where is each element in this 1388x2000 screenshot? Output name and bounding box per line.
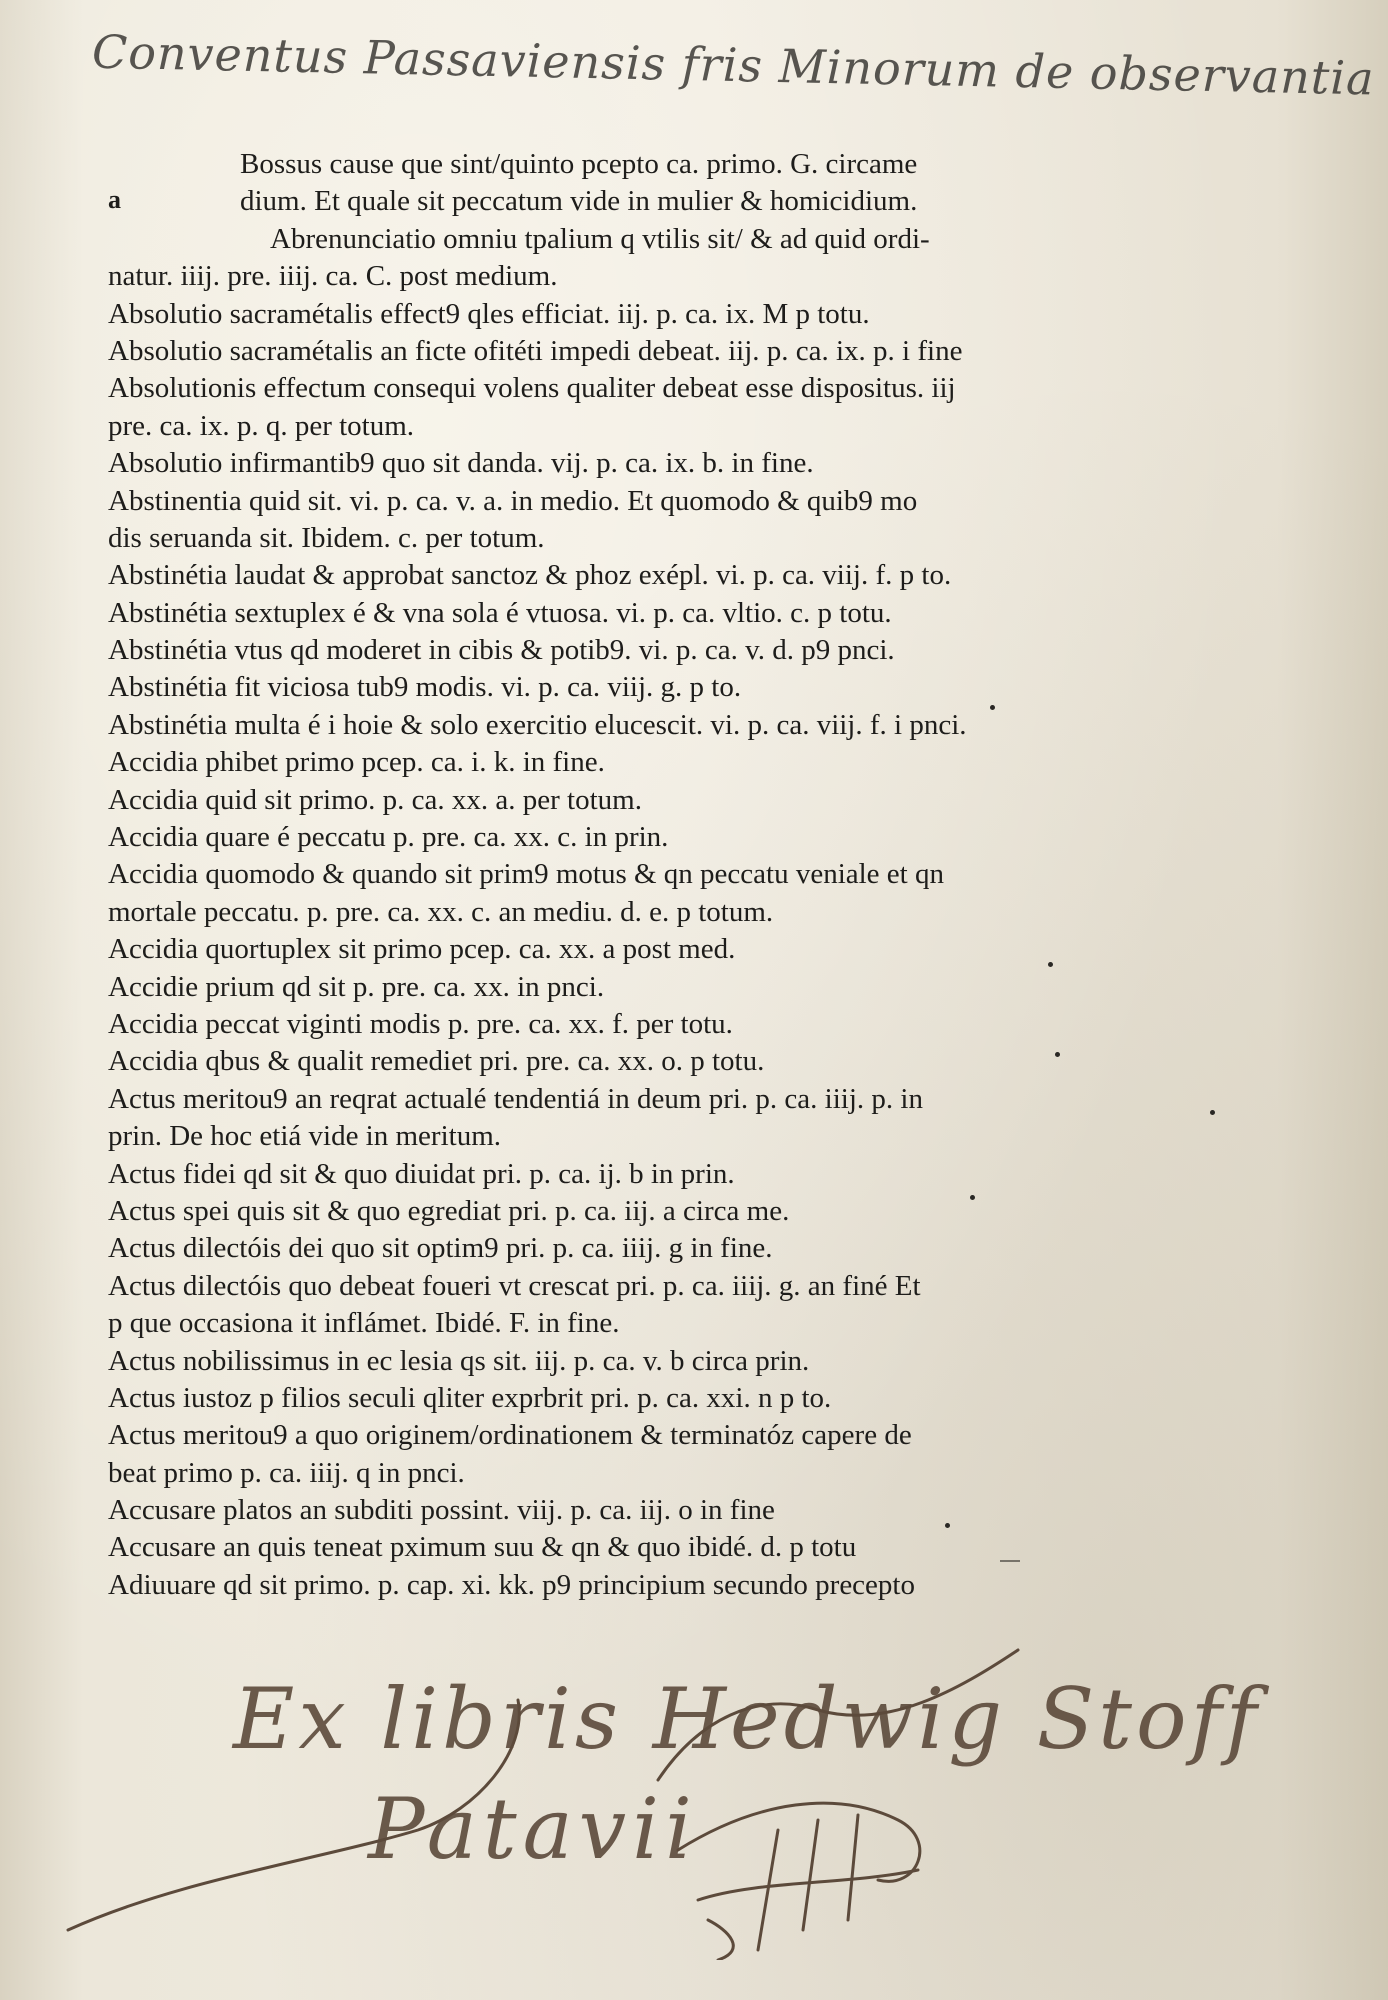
- ink-dash-mark: [1000, 1560, 1020, 1562]
- ownership-line-2: Patavii: [368, 1780, 698, 1878]
- text-line: Accidia qbus & qualit remediet pri. pre. ca. xx. o. p totu.: [108, 1045, 765, 1078]
- ownership-line-1: Ex libris Hedwig Stoff: [233, 1670, 1261, 1768]
- text-line: Abstinétia sextuplex é & vna sola é vtuosa. vi. p. ca. vltio. c. p totu.: [108, 596, 892, 629]
- text-line: Bossus cause que sint/quinto pcepto ca. primo. G. circame: [240, 148, 918, 180]
- inscription-text: Conventus Passaviensis fris Minorum de observantia: [91, 24, 1376, 106]
- text-line: Accidia quid sit primo. p. ca. xx. a. per totum.: [108, 783, 642, 816]
- index-text-block: [108, 146, 1128, 1604]
- text-line: prin. De hoc etiá vide in meritum.: [108, 1120, 502, 1153]
- text-line: Abstinétia laudat & approbat sanctoz & phoz exépl. vi. p. ca. viij. f. p to.: [108, 559, 952, 592]
- text-line: Absolutio infirmantib9 quo sit danda. vij. p. ca. ix. b. in fine.: [108, 447, 814, 480]
- text-line: Accidia peccat viginti modis p. pre. ca. xx. f. per totu.: [108, 1007, 733, 1040]
- text-line: Accidia phibet primo pcep. ca. i. k. in fine.: [108, 746, 605, 779]
- text-line: Accusare an quis teneat pximum suu & qn & quo ibidé. d. p totu: [108, 1531, 857, 1564]
- text-line: Accidia quomodo & quando sit prim9 motus & qn peccatu veniale et qn: [108, 858, 944, 891]
- text-line: mortale peccatu. p. pre. ca. xx. c. an mediu. d. e. p totum.: [108, 895, 774, 928]
- text-line: Actus fidei qd sit & quo diuidat pri. p. ca. ij. b in prin.: [108, 1157, 735, 1190]
- text-line: Actus dilectóis dei quo sit optim9 pri. p. ca. iiij. g in fine.: [108, 1232, 773, 1265]
- text-line: Accidia quortuplex sit primo pcep. ca. xx. a post med.: [108, 933, 736, 966]
- text-line: dium. Et quale sit peccatum vide in mulier & homicidium.: [240, 185, 918, 218]
- text-line: Absolutio sacramétalis an ficte ofitéti impedi debeat. iij. p. ca. ix. p. i fine: [108, 334, 963, 367]
- ink-speck: [970, 1195, 975, 1200]
- ink-speck: [990, 705, 995, 710]
- text-line: Actus iustoz p filios seculi qliter exprbrit pri. p. ca. xxi. n p to.: [108, 1381, 832, 1414]
- text-line: Accidie prium qd sit p. pre. ca. xx. in pnci.: [108, 970, 605, 1003]
- ink-speck: [1055, 1052, 1060, 1057]
- text-line: dis seruanda sit. Ibidem. c. per totum.: [108, 521, 545, 554]
- handwritten-inscription-top: [91, 24, 1376, 108]
- text-line: Actus dilectóis quo debeat foueri vt crescat pri. p. ca. iiij. g. an finé Et: [108, 1269, 921, 1302]
- ink-speck: [1048, 962, 1053, 967]
- text-line: Actus meritou9 an reqrat actualé tendentiá in deum pri. p. ca. iiij. p. in: [108, 1082, 923, 1115]
- marginal-letter: a: [108, 185, 121, 214]
- text-line: Accidia quare é peccatu p. pre. ca. xx. c. in prin.: [108, 821, 669, 854]
- ink-speck: [1210, 1110, 1215, 1115]
- ownership-inscription: [58, 1630, 1261, 1960]
- text-line: pre. ca. ix. p. q. per totum.: [108, 409, 415, 442]
- text-line: Actus spei quis sit & quo egrediat pri. p. ca. iij. a circa me.: [108, 1194, 790, 1227]
- text-line: natur. iiij. pre. iiij. ca. C. post medium.: [108, 260, 558, 293]
- text-line: Absolutio sacramétalis effect9 qles efficiat. iij. p. ca. ix. M p totu.: [108, 297, 870, 330]
- text-line: Actus nobilissimus in ec lesia qs sit. iij. p. ca. v. b circa prin.: [108, 1344, 810, 1377]
- text-line: Adiuuare qd sit primo. p. cap. xi. kk. p9 principium secundo precepto: [108, 1568, 915, 1601]
- text-line: beat primo p. ca. iiij. q in pnci.: [108, 1456, 465, 1489]
- text-line: Abstinétia vtus qd moderet in cibis & potib9. vi. p. ca. v. d. p9 pnci.: [108, 634, 895, 667]
- text-line: Abstinétia fit viciosa tub9 modis. vi. p. ca. viij. g. p to.: [108, 671, 742, 704]
- ink-speck: [945, 1523, 950, 1528]
- text-line: Abstinétia multa é i hoie & solo exercitio elucescit. vi. p. ca. viij. f. i pnci.: [108, 708, 967, 741]
- text-line: Accusare platos an subditi possint. viij. p. ca. iij. o in fine: [108, 1494, 775, 1527]
- text-line: Actus meritou9 a quo originem/ordinationem & terminatóz capere de: [108, 1419, 912, 1452]
- text-line: Abrenunciatio omniu tpalium q vtilis sit/ & ad quid ordi-: [270, 222, 930, 255]
- text-line: Abstinentia quid sit. vi. p. ca. v. a. in medio. Et quomodo & quib9 mo: [108, 484, 918, 517]
- text-line: Absolutionis effectum consequi volens qualiter debeat esse dispositus. iij: [108, 372, 956, 405]
- text-line: p que occasiona it inflámet. Ibidé. F. in fine.: [108, 1307, 620, 1340]
